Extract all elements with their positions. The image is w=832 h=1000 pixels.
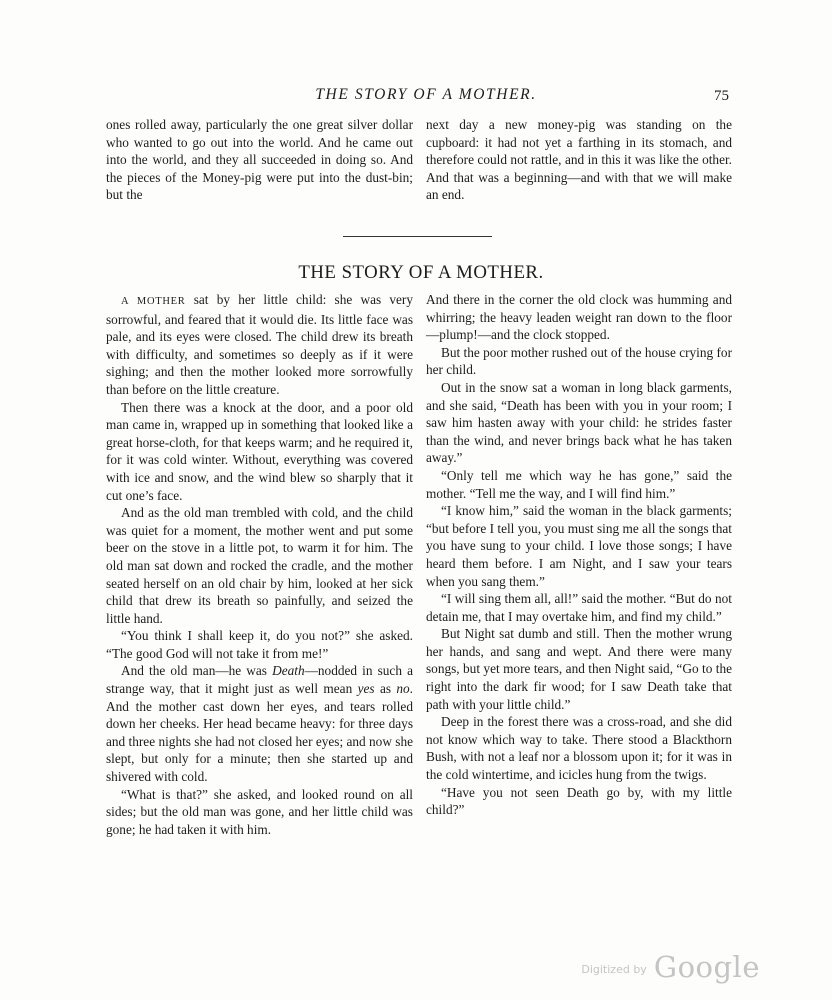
digitized-by-text: Digitized by bbox=[581, 963, 647, 976]
story-right-column bbox=[426, 291, 732, 819]
italic-yes: yes bbox=[357, 681, 375, 697]
italic-no: no bbox=[396, 681, 410, 697]
text-run: . And the mother cast down her eyes, and tears rolled down her cheeks. Her head became heavy: for three days and three nights she had not closed her eyes; and now she slept, but only for a minute; then she started up and shivered with cold. bbox=[106, 681, 413, 785]
previous-story-left-column bbox=[106, 116, 413, 204]
paragraph: Then there was a knock at the door, and a poor old man came in, wrapped up in something that looked like a great horse-cloth, for that keeps warm; and he required it, for it was cold winter. Without, everything was covered with ice and snow, and the wind blew so sharply that it cut one’s face. bbox=[106, 399, 413, 503]
page-number: 75 bbox=[714, 88, 729, 104]
italic-death: Death bbox=[272, 663, 305, 679]
running-title: THE STORY OF A MOTHER. bbox=[315, 86, 537, 103]
paragraph: And as the old man trembled with cold, and the child was quiet for a moment, the mother went and put some beer on the stove in a little pot, to warm it for him. The old man sat down and rocked the cradle, and the mother seated herself on an old chair by him, looked at her sick child that drew its breath so painfully, and seized the little hand. bbox=[106, 505, 413, 626]
opening-paragraph bbox=[106, 291, 413, 399]
previous-story-right-column bbox=[426, 116, 732, 204]
paragraph: But the poor mother rushed out of the house crying for her child. bbox=[426, 344, 732, 378]
text-run: —nodded in such a strange way, that it might just as well mean bbox=[106, 663, 413, 697]
paragraph: “Only tell me which way he has gone,” said the mother. “Tell me the way, and I will find him.” bbox=[426, 467, 732, 501]
paragraph: next day a new money-pig was standing on the cupboard: it had not yet a farthing in its stomach, and therefore could not rattle, and in this it was like the other. And that was a beginning—and with that we will make an end. bbox=[426, 117, 732, 203]
text-run: And the old man—he was bbox=[121, 663, 273, 679]
paragraph: But Night sat dumb and still. Then the mother wrung her hands, and sang and wept. And there were many songs, but yet more tears, and then Night said, “Go to the right into the dark fir wood; for I saw Death take that path with your little child.” bbox=[426, 626, 732, 712]
paragraph: Deep in the forest there was a cross-road, and she did not know which way to take. There stood a Blackthorn Bush, with not a leaf nor a blossom upon it; for it was in the cold wintertime, and icicles hung from the twigs. bbox=[426, 714, 732, 783]
paragraph: And there in the corner the old clock was humming and whirring; the heavy leaden weight ran down to the floor—plump!—and the clock stopped. bbox=[426, 292, 732, 343]
story-left-column bbox=[106, 291, 413, 838]
paragraph: Out in the snow sat a woman in long black garments, and she said, “Death has been with you in your room; I saw him hasten away with your child: he strides faster than the wind, and never brings back what he has taken away.” bbox=[426, 379, 732, 466]
google-logo: Google bbox=[653, 950, 760, 984]
paragraph: “You think I shall keep it, do you not?” she asked. “The good God will not take it from me!” bbox=[106, 628, 413, 661]
opening-smallcaps: A MOTHER bbox=[121, 296, 186, 307]
paragraph: “What is that?” she asked, and looked round on all sides; but the old man was gone, and her little child was gone; he had taken it with him. bbox=[106, 786, 413, 837]
text-run: as bbox=[374, 681, 397, 697]
paragraph: “I will sing them all, all!” said the mother. “But do not detain me, that I may overtake him, and find my child.” bbox=[426, 591, 732, 624]
paragraph: “Have you not seen Death go by, with my little child?” bbox=[426, 784, 732, 818]
google-watermark bbox=[581, 950, 760, 984]
death-paragraph bbox=[106, 662, 413, 785]
story-title: THE STORY OF A MOTHER. bbox=[298, 262, 544, 283]
paragraph: “I know him,” said the woman in the black garments; “but before I tell you, you must sing me all the songs that you have sung to your child. I love those songs; I have heard them before. I am Night, and I saw your tears when you sang them.” bbox=[426, 503, 732, 589]
section-divider bbox=[343, 236, 492, 237]
page-header bbox=[0, 86, 832, 108]
opening-text: sat by her little child: she was very sorrowful, and feared that it would die. Its little face was pale, and its eyes were closed. The child drew its breath with difficulty, and sometimes so deeply as if it were sighing; and then the mother looked more sorrowfully than before on the little creature. bbox=[106, 292, 414, 397]
paragraph: ones rolled away, particularly the one great silver dollar who wanted to go out into the world. And he came out into the world, and they all succeeded in doing so. And the pieces of the Money-pig were put into the dust-bin; but the bbox=[106, 117, 413, 203]
